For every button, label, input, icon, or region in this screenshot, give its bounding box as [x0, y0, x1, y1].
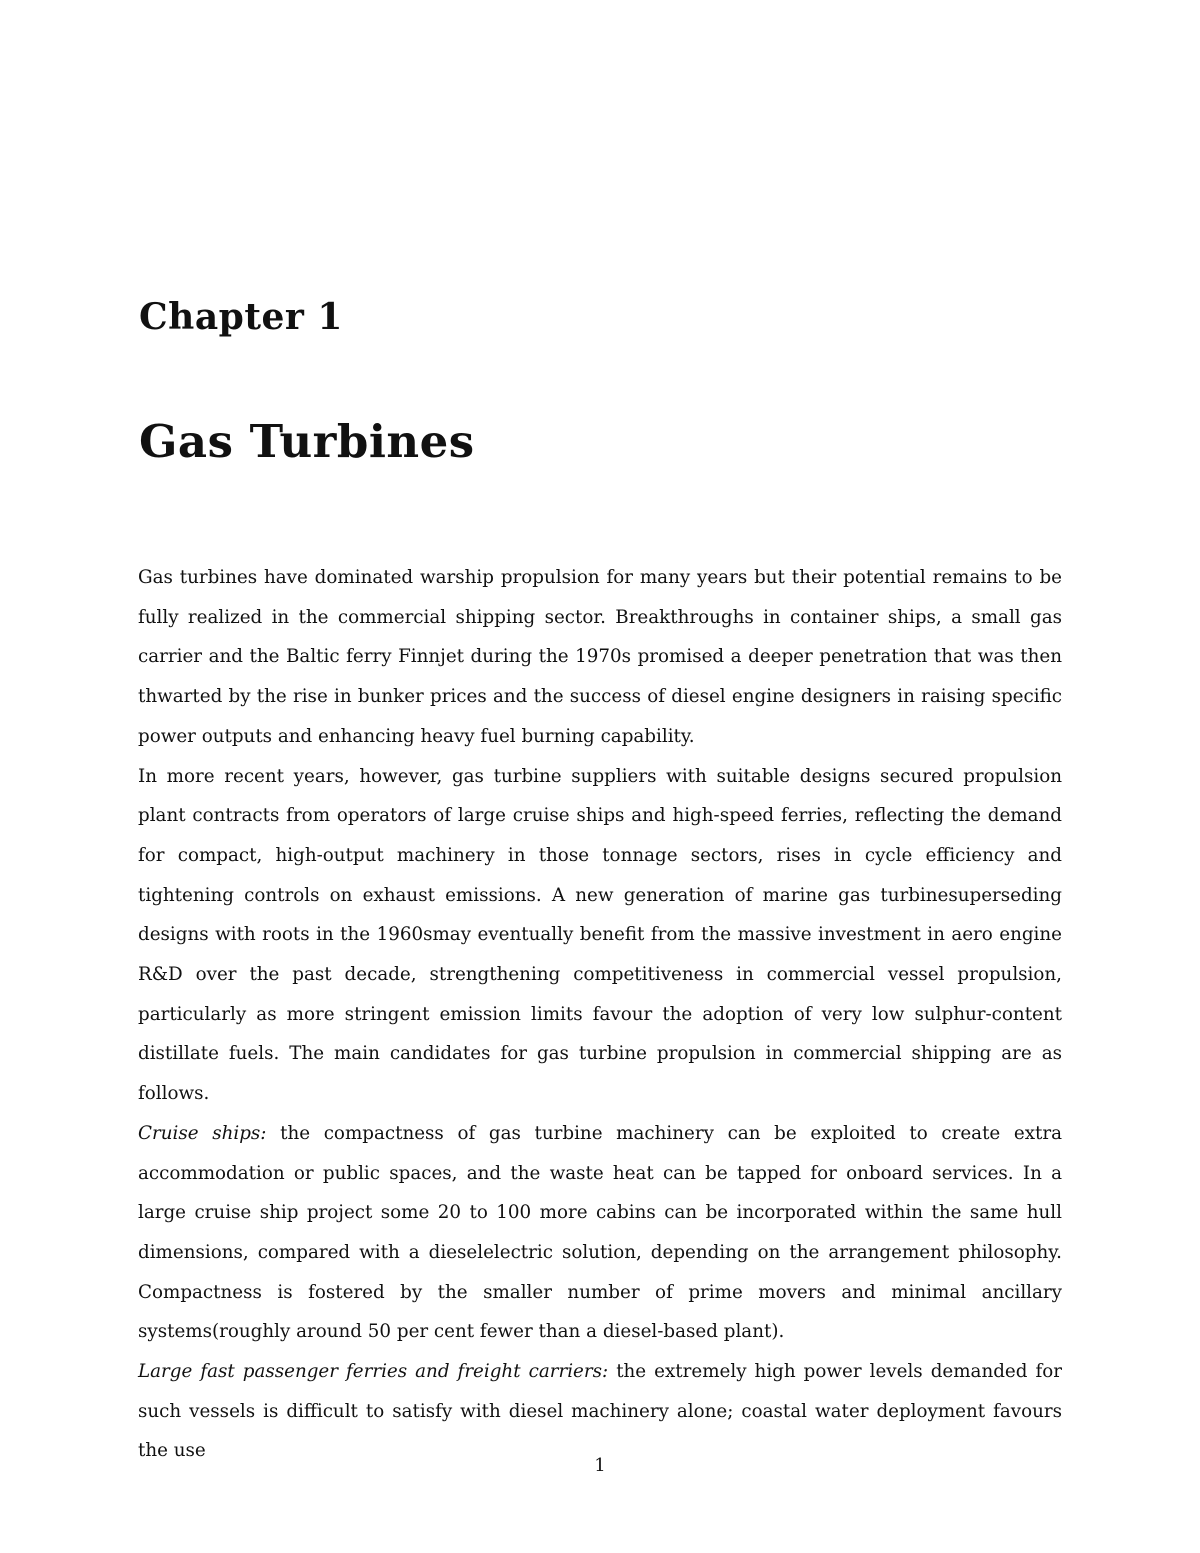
page-number: 1 — [594, 1455, 606, 1476]
paragraph — [138, 1352, 1062, 1471]
paragraph-text: Gas turbines have dominated warship propulsion for many years but their potential remains to be fully realized in the commercial shipping sector. Breakthroughs in container ships, a small gas carrier and the Baltic ferry Finnjet during the 1970s promised a deeper penetration that was then thwarted by the rise in bunker prices and the success of diesel engine designers in raising specific power outputs and enhancing heavy fuel burning capability. — [138, 567, 1062, 747]
paragraph-lead: Large fast passenger ferries and freight carriers: — [138, 1361, 609, 1383]
body-text — [138, 558, 1062, 1471]
paragraph-text: In more recent years, however, gas turbine suppliers with suitable designs secured propulsion plant contracts from operators of large cruise ships and high-speed ferries, reflecting the demand for compact, high-output machinery in those tonnage sectors, rises in cycle efficiency and tightening controls on exhaust emissions. A new generation of marine gas turbinesuperseding designs with roots in the 1960smay eventually benefit from the massive investment in aero engine R&D over the past decade, strengthening competitiveness in commercial vessel propulsion, particularly as more stringent emission limits favour the adoption of very low sulphur-content distillate fuels. The main candidates for gas turbine propulsion in commercial shipping are as follows. — [138, 765, 1062, 1105]
paragraph-text: the extremely high power levels demanded for such vessels is difficult to satisfy with diesel machinery alone; coastal water deployment favours the use — [138, 1361, 1062, 1462]
paragraph — [138, 558, 1062, 757]
paragraph — [138, 1114, 1062, 1352]
chapter-label: Chapter 1 — [139, 296, 343, 338]
paragraph — [138, 757, 1062, 1114]
paragraph-lead: Cruise ships: — [138, 1122, 267, 1144]
chapter-title: Gas Turbines — [139, 415, 475, 468]
paragraph-text: the compactness of gas turbine machinery can be exploited to create extra accommodation or public spaces, and the waste heat can be tapped for onboard services. In a large cruise ship project some 20 to 100 more cabins can be incorporated within the same hull dimensions, compared with a dieselelectric solution, depending on the arrangement philosophy. Compactness is fostered by the smaller number of prime movers and minimal ancillary systems(roughly around 50 per cent fewer than a diesel-based plant). — [138, 1122, 1062, 1343]
